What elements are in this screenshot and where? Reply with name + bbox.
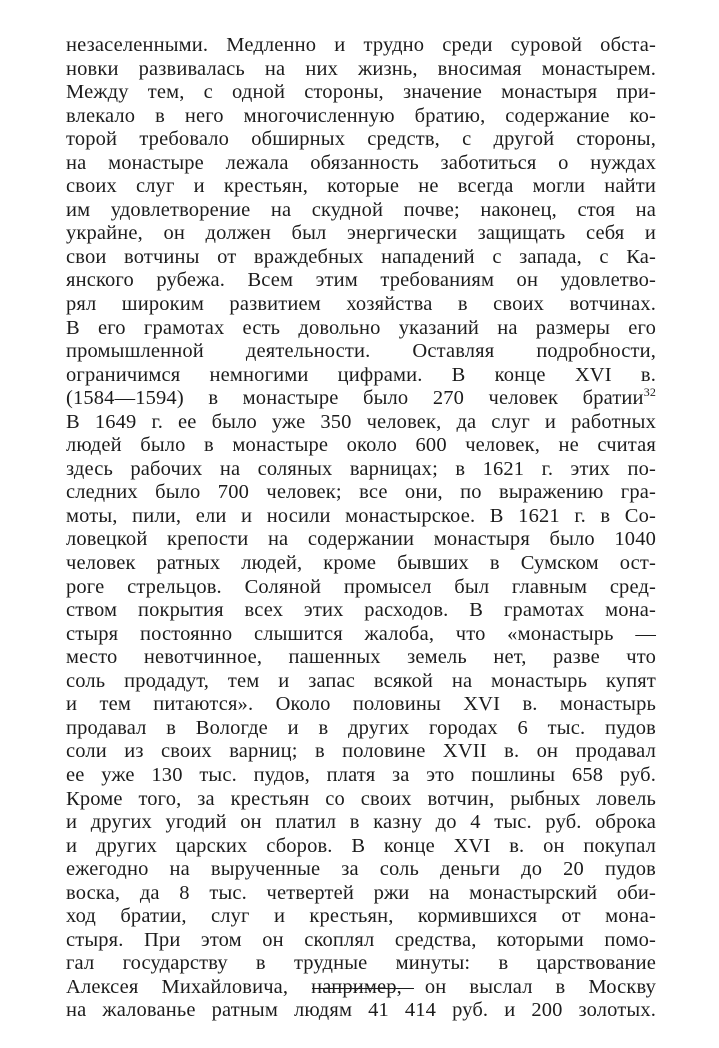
text-line: ежегодно на вырученные за соль деньги до 20 пудов xyxy=(66,858,656,881)
text-line: В его грамотах есть довольно указаний на размеры его xyxy=(66,316,656,339)
text-line-body: (1584—1594) в монастыре было 270 человек братии xyxy=(66,387,644,410)
text-line: следних было 700 человек; все они, по выражению гра- xyxy=(66,481,656,504)
text-line: воска, да 8 тыс. четвертей ржи на монастырский оби- xyxy=(66,881,656,904)
text-line: ограничимся немногими цифрами. В конце XVI в. xyxy=(66,363,656,386)
text-line: соль продадут, тем и запас всякой на монастырь купят xyxy=(66,669,656,692)
text-line: место невотчинное, пашенных земель нет, разве что xyxy=(66,646,656,669)
text-page xyxy=(66,34,656,1023)
text-line: новки развивалась на них жизнь, вносимая монастырем. xyxy=(66,57,656,80)
footnote-reference: 32 xyxy=(643,385,656,400)
text-line: Алексея Михайловича, например, он выслал в Москву xyxy=(66,975,656,998)
text-line: стыря постоянно слышится жалоба, что «монастырь — xyxy=(66,622,656,645)
text-line: на жалованье ратным людям 41 414 руб. и 200 золотых. xyxy=(66,999,656,1022)
section-divider xyxy=(312,988,414,989)
text-line: влекало в него многочисленную братию, содержание ко- xyxy=(66,104,656,127)
text-line: им удовлетворение на скудной почве; наконец, стоя на xyxy=(66,198,656,221)
text-line: ством покрытия всех этих расходов. В грамотах мона- xyxy=(66,599,656,622)
text-line: В 1649 г. ее было уже 350 человек, да слуг и работных xyxy=(66,410,656,433)
text-line: роге стрельцов. Соляной промысел был главным сред- xyxy=(66,575,656,598)
text-line: и других царских сборов. В конце XVI в. он покупал xyxy=(66,834,656,857)
text-line: промышленной деятельности. Оставляя подробности, xyxy=(66,340,656,363)
text-line: своих слуг и крестьян, которые не всегда могли найти xyxy=(66,175,656,198)
text-line: человек ратных людей, кроме бывших в Сумском ост- xyxy=(66,552,656,575)
text-line: здесь рабочих на соляных варницах; в 1621 г. этих по- xyxy=(66,457,656,480)
text-line: украйне, он должен был энергически защищать себя и xyxy=(66,222,656,245)
text-line: ход братии, слуг и крестьян, кормившихся от мона- xyxy=(66,905,656,928)
text-line: на монастыре лежала обязанность заботиться о нуждах xyxy=(66,151,656,174)
text-line: Кроме того, за крестьян со своих вотчин, рыбных ловель xyxy=(66,787,656,810)
text-line: торой требовало обширных средств, с другой стороны, xyxy=(66,128,656,151)
text-line: моты, пили, ели и носили монастырское. В 1621 г. в Со- xyxy=(66,504,656,527)
text-line: рял широким развитием хозяйства в своих вотчинах. xyxy=(66,293,656,316)
text-line: соли из своих варниц; в половине XVII в. он продавал xyxy=(66,740,656,763)
text-line: Между тем, с одной стороны, значение монастыря при- xyxy=(66,81,656,104)
text-line: людей было в монастыре около 600 человек, не считая xyxy=(66,434,656,457)
text-line-with-footnote xyxy=(66,387,656,411)
text-line: и других угодий он платил в казну до 4 тыс. руб. оброка xyxy=(66,811,656,834)
text-line: и тем питаются». Около половины XVI в. монастырь xyxy=(66,693,656,716)
text-line: гал государству в трудные минуты: в царствование xyxy=(66,952,656,975)
text-line: незаселенными. Медленно и трудно среди суровой обста- xyxy=(66,34,656,56)
text-line: янского рубежа. Всем этим требованиям он удовлетво- xyxy=(66,269,656,292)
text-line: свои вотчины от враждебных нападений с запада, с Ка- xyxy=(66,245,656,268)
text-line: ловецкой крепости на содержании монастыря было 1040 xyxy=(66,528,656,551)
text-line: продавал в Вологде и в других городах 6 тыс. пудов xyxy=(66,716,656,739)
text-line: стыря. При этом он скоплял средства, которыми помо- xyxy=(66,928,656,951)
text-line: ее уже 130 тыс. пудов, платя за это пошлины 658 руб. xyxy=(66,763,656,786)
